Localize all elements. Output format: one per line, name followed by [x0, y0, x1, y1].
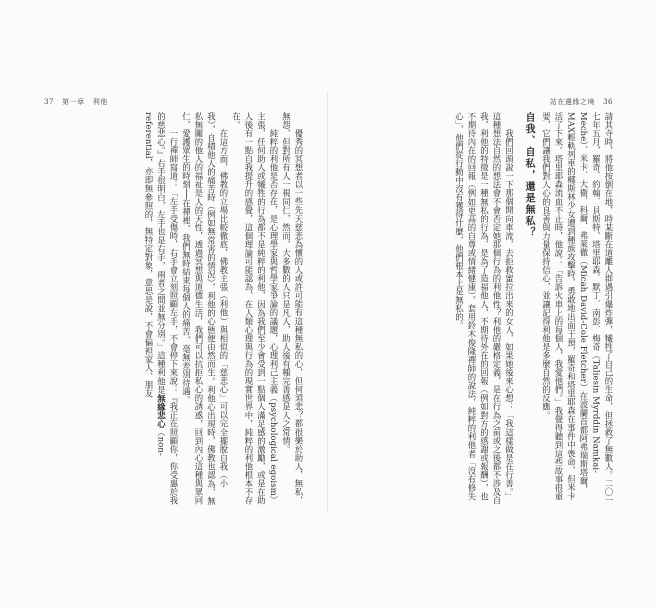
right-page-number: 36 [603, 98, 613, 106]
paragraph: 請其寺時，將他按倒在地，時某斷在道離人群遇引爆炸彈，犧牲了自己的生命，但拯救了無數人。二〇一七年五月，羅奇．約翰．貝斯特、塔里耶森．默丁．南彭．梅奇（Taliesin Myrddin Namkai-Meche）、米卡．大衛．科爾．弗萊徹（Micah David-Cole Fletcher）在波蘭首都阿弗瑞斯塔爾，MAX輕軌列車的椰斯林少女遭到種族攻擊時，勇敢地出面干預，羅奇和塔里耶森在事件中喪命，但米卡活了下來。塔里耶森流血不止時，他說：「告訴火車上的每個人，我愛他們。」我覺得聽到這些故事很重要，它們讓我們對人心的良善與力量保持信心，並讓記得利他是多麼自然的反應。 [541, 112, 614, 505]
left-page-body [40, 112, 305, 507]
left-page-number: 37 [44, 98, 54, 106]
section-heading: 自我、自私，還是無私？ [523, 112, 534, 239]
left-chapter-title: 利他 [92, 98, 108, 106]
paragraph: 優秀的冥想者以一些先天慈悲為懷的人或許可能有這種無私的心，但何須悲？都很樂於助人，無私，無怨，但對所有人一視同仁，然而，大多數的人只是凡人，助人後有種完善感是人之常情。 [281, 112, 304, 505]
paragraph [143, 112, 181, 507]
paragraph: 純粹的利他是否存在，是心理學家與哲學家爭論的議題，心理利己主義（psychological egoism）主張，任何助人或犧牲的行為都不是純粹的利他，因為我們至少會受到一點個人滿足感的激勵，或是在助人後有一點自我提升的感覺，這個理論可能認為，在人類心理與行為的現實世界中，純粹的利他根本不存在。 [231, 112, 279, 505]
left-chapter: 第一章 [62, 98, 85, 106]
paragraph-text: （non-referential，亦即無參照的，無特定對象，意思是說，不會偏袒家人、朋友 [144, 112, 167, 456]
right-page-body [347, 112, 615, 507]
paragraph: 在這方面，佛教的立場比較徹底，佛教主張（利他）與相似的「慈悲心」可以完全擺脫自我（小我），自積他人的痛苦時（例如無常害的情況），利他的心態便由然而生。利他心出現時，佛教也認為，無私無關的他人的福祉是人的天性，透過冥想與道德生活，我們可以抗拒私心的誘惑，回到內心這種與眾同仁，愛護眾生的時刻──在禪裡，我們無時結束每個人的痛苦，毫無差別待遇。 [181, 112, 229, 505]
paragraph-text: 一行禪師寫道：「左手受傷時，右手會立刻照顧左手，不會停下來說：『我正在照顧你，你受惠於我的慈悲心。』右手很明白，左手也是右手，兩者之間並無分別。」這種利他是 [156, 112, 179, 505]
left-page-header [44, 97, 108, 107]
right-running-title: 站在邊緣之境 [549, 98, 595, 106]
bold-term: 無緣悲心 [156, 393, 167, 429]
right-page-header [550, 97, 613, 107]
paragraph: 我們回頭說一下那個開向車流，去拒救蜜拉出來的女人，如果她後來心想：「我這樣做是在行善。」這種想法自然的想法會不會否定她那個行為的利他性？利他的嚴格定義，是在行為之前或之後都不涉及自我，利他的特徵是一種無私的行為，是為了造福他人，不期待外在的回報（例如對方的感謝或報酬），也不期待內在的回報（例如更高的自尊或情緒健康）。套用鈴木俊隆禪師的說法，純粹的利他者「沒有修失心」，他們從行動中沒有獲得什麼，他們根本上是無私的。 [454, 112, 515, 505]
book-spine [327, 92, 328, 512]
